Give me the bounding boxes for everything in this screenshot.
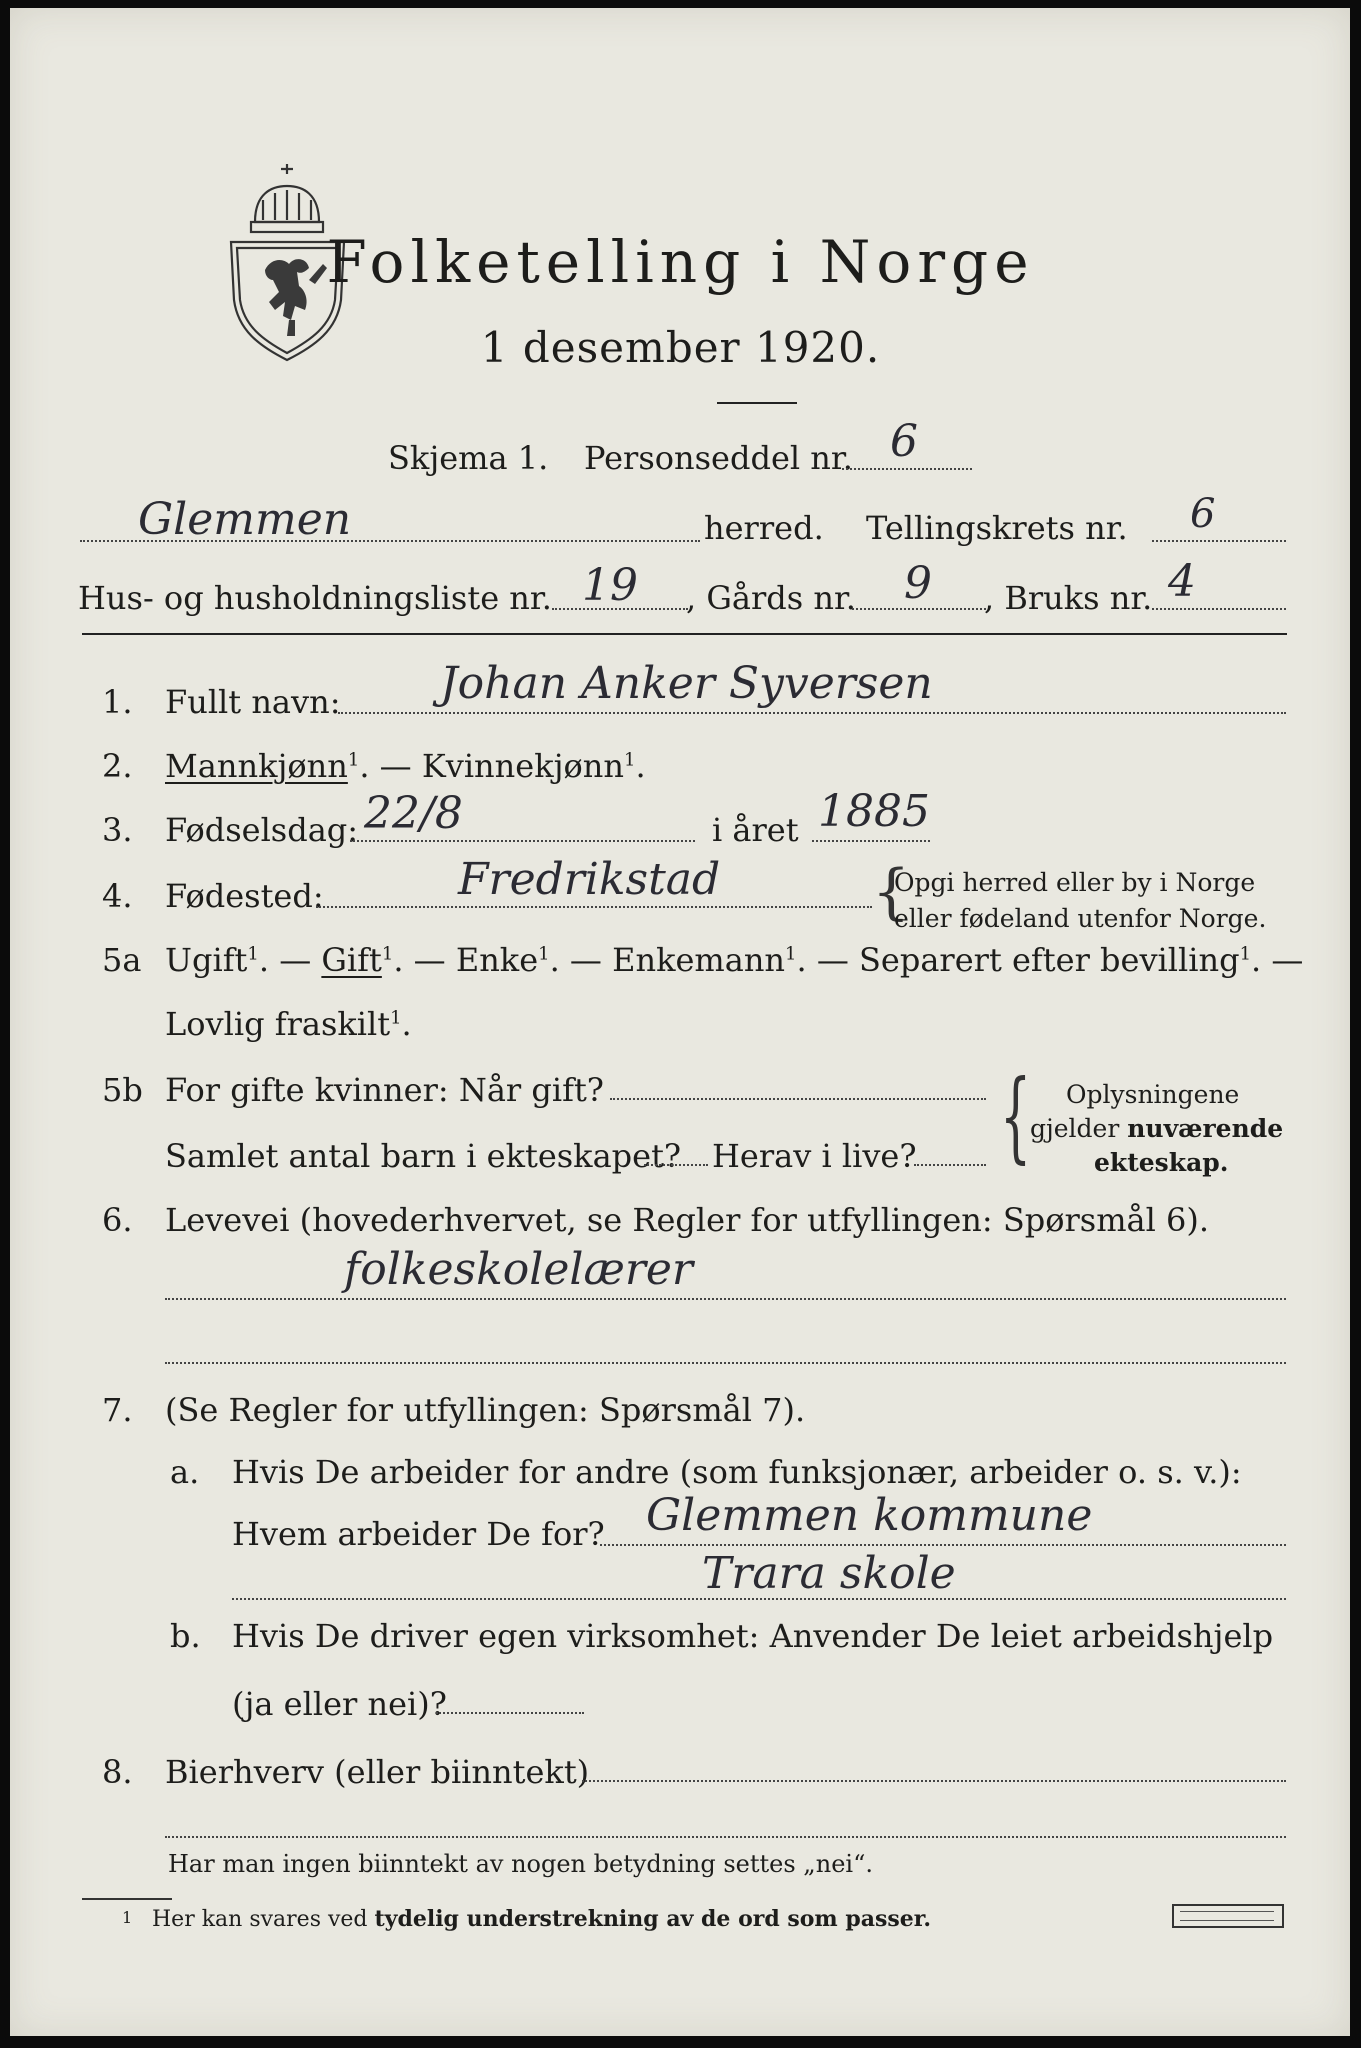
occupation-line-1 [165,1298,1286,1300]
herred-label: herred. [704,509,824,547]
husholdning-label: Hus- og husholdningsliste nr. [78,579,552,617]
birthplace-value[interactable]: Fredrikstad [458,854,721,905]
printer-stamp [1172,1904,1284,1928]
q4-note-line2: eller fødeland utenfor Norge. [894,904,1267,933]
side-income-line-1[interactable] [582,1780,1286,1782]
occupation-value[interactable]: folkeskolelærer [344,1244,693,1295]
occupation-line-2 [165,1362,1286,1364]
q5b-note-line2: gjelder nuværende [1030,1114,1284,1143]
option-fraskilt[interactable]: Lovlig fraskilt [165,1005,391,1043]
footnote-text: Her kan svares ved tydelig understrekning av de ord som passer. [152,1906,932,1932]
option-female[interactable]: Kvinnekjønn [421,747,624,785]
option-male[interactable]: Mannkjønn [165,747,348,785]
q1-label: Fullt navn: [165,683,341,721]
personseddel-value[interactable]: 6 [890,416,918,467]
option-gift[interactable]: Gift [321,941,382,979]
q5b-note-line3: ekteskap. [1094,1148,1229,1177]
birth-year-line [812,840,930,842]
q5b-alive-label: Herav i live? [712,1137,917,1175]
tellingskrets-value[interactable]: 6 [1190,491,1216,537]
husholdning-value[interactable]: 19 [582,560,638,611]
children-total-line[interactable] [644,1164,708,1166]
q7-number: 7. [102,1391,133,1429]
footnote-divider [82,1898,172,1900]
form-title: Folketelling i Norge [326,228,1035,296]
birthday-value[interactable]: 22/8 [364,788,463,839]
bruks-value[interactable]: 4 [1168,556,1196,607]
children-alive-line[interactable] [914,1164,986,1166]
q5b-number: 5b [102,1071,143,1109]
birth-year-value[interactable]: 1885 [818,786,930,837]
q1-line [338,712,1286,714]
skjema-label: Skjema 1. [388,439,549,477]
q7a-line1: Hvis De arbeider for andre (som funksjonær, arbeider o. s. v.): [232,1453,1242,1491]
q5b-children-label: Samlet antal barn i ekteskapet? [165,1137,682,1175]
q7-label: (Se Regler for utfyllingen: Spørsmål 7). [165,1391,806,1429]
tellingskrets-label: Tellingskrets nr. [866,509,1128,547]
q7a-letter: a. [170,1453,200,1491]
q6-number: 6. [102,1201,133,1239]
employer-line-1 [600,1544,1286,1546]
employer-value-1[interactable]: Glemmen kommune [646,1490,1093,1541]
herred-value[interactable]: Glemmen [138,494,352,545]
q4-note-line1: Opgi herred eller by i Norge [894,868,1256,897]
q8-label: Bierhverv (eller biinntekt) [165,1753,590,1791]
q8-number: 8. [102,1753,133,1791]
hired-help-line[interactable] [436,1712,584,1714]
personseddel-label: Personseddel nr. [584,439,853,477]
q4-number: 4. [102,877,133,915]
header-divider [82,633,1287,635]
q2-options: Mannkjønn$^1$. — Kvinnekjønn$^1$. [165,747,646,785]
q2-number: 2. [102,747,133,785]
year-label: i året [712,811,799,849]
q7b-line2: (ja eller nei)? [232,1685,447,1723]
q7b-letter: b. [170,1617,201,1655]
q5a-options-line2: Lovlig fraskilt$^1$. [165,1005,412,1043]
bruks-line [1152,608,1286,610]
q7a-line2: Hvem arbeider De for? [232,1515,605,1553]
footnote-mark: 1 [122,1908,133,1927]
birthday-line [350,840,695,842]
option-enke[interactable]: Enke [455,941,539,979]
q5b-line1: For gifte kvinner: Når gift? [165,1071,604,1109]
q3-label: Fødselsdag: [165,811,359,849]
q6-label: Levevei (hovederhvervet, se Regler for utfyllingen: Spørsmål 6). [165,1201,1210,1239]
birthplace-line [316,906,872,908]
gards-value[interactable]: 9 [904,558,932,609]
q5b-note-brace: { [1000,1060,1032,1174]
option-separert[interactable]: Separert efter bevilling [859,941,1240,979]
employer-value-2[interactable]: Trara skole [702,1548,956,1599]
title-divider [717,402,797,404]
q5a-options: Ugift$^1$. — Gift$^1$. — Enke$^1$. — Enkemann$^1$. — Separert efter bevilling$^1$. — [165,941,1304,979]
q5a-number: 5a [102,941,142,979]
option-ugift[interactable]: Ugift [165,941,248,979]
full-name-value[interactable]: Johan Anker Syversen [440,658,933,709]
q4-label: Fødested: [165,877,324,915]
gards-label: , Gårds nr. [686,579,856,617]
option-enkemann[interactable]: Enkemann [612,941,786,979]
side-income-line-2[interactable] [165,1836,1286,1838]
census-date: 1 desember 1920. [480,323,881,372]
married-when-line[interactable] [610,1098,986,1100]
q3-number: 3. [102,811,133,849]
q1-number: 1. [102,683,133,721]
q7b-line1: Hvis De driver egen virksomhet: Anvender De leiet arbeidshjelp [232,1617,1274,1655]
footer-note: Har man ingen biinntekt av nogen betydning settes „nei“. [168,1850,873,1878]
q4-note-brace: { [872,857,911,927]
tellingskrets-line [1152,540,1286,542]
q5b-note-line1: Oplysningene [1066,1080,1240,1109]
bruks-label: , Bruks nr. [984,579,1153,617]
personseddel-line [842,468,972,470]
